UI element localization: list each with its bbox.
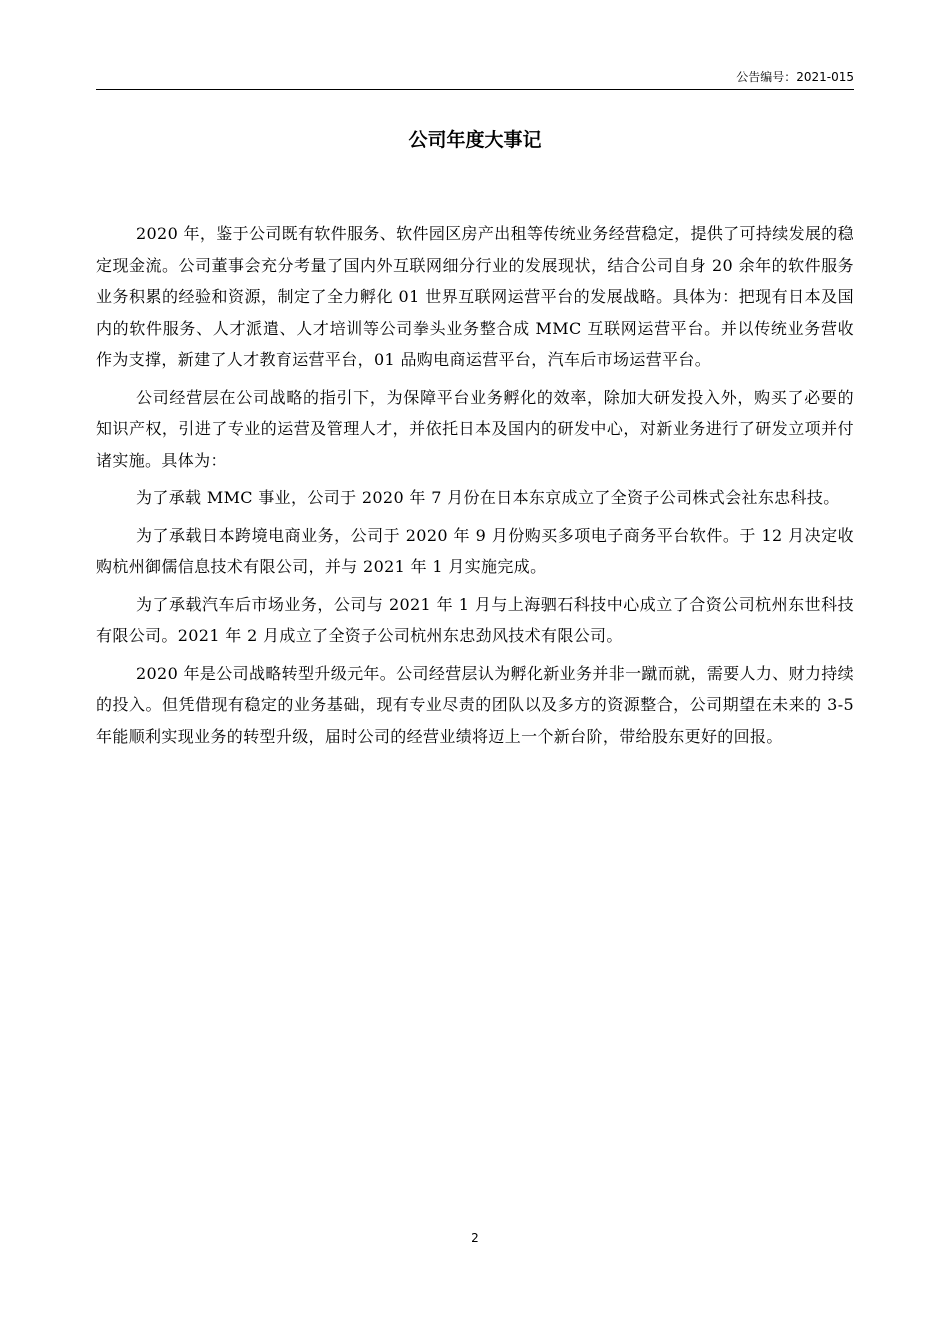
announcement-number: 公告编号：2021-015	[736, 70, 854, 84]
document-title: 公司年度大事记	[408, 129, 542, 151]
paragraph-ecommerce: 为了承载日本跨境电商业务，公司于 2020 年 9 月份购买多项电子商务平台软件。于 12 月决定收购杭州御儒信息技术有限公司，并与 2021 年 1 月实施完成。	[96, 525, 854, 576]
paragraph-strategy: 2020 年，鉴于公司既有软件服务、软件园区房产出租等传统业务经营稳定，提供了可持续发展的稳定现金流。公司董事会充分考量了国内外互联网细分行业的发展现状，结合公司自身 20 余年的软件服务业务积累的经验和资源，制定了全力孵化 01 世界互联网运营平台的发展战略。具体为：把现有日本及国内的软件服务、人才派遣、人才培训等公司拳头业务整合成 MMC 互联网运营平台。并以传统业务营收作为支撑，新建了人才教育运营平台，01 品购电商运营平台，汽车后市场运营平台。	[96, 224, 854, 369]
page-number: 2	[471, 1231, 479, 1245]
paragraph-mmc: 为了承载 MMC 事业，公司于 2020 年 7 月份在日本东京成立了全资子公司株式会社东忠科技。	[136, 488, 840, 507]
paragraph-automotive: 为了承载汽车后市场业务，公司与 2021 年 1 月与上海驷石科技中心成立了合资公司杭州东世科技有限公司。2021 年 2 月成立了全资子公司杭州东忠劲风技术有限公司。	[96, 594, 854, 645]
document-body	[96, 218, 854, 758]
paragraph-management: 公司经营层在公司战略的指引下，为保障平台业务孵化的效率，除加大研发投入外，购买了必要的知识产权，引进了专业的运营及管理人才，并依托日本及国内的研发中心，对新业务进行了研发立项并付诸实施。具体为：	[96, 387, 854, 470]
page-header	[96, 60, 854, 90]
paragraph-outlook: 2020 年是公司战略转型升级元年。公司经营层认为孵化新业务并非一蹴而就，需要人力、财力持续的投入。但凭借现有稳定的业务基础，现有专业尽责的团队以及多方的资源整合，公司期望在未来的 3-5 年能顺利实现业务的转型升级，届时公司的经营业绩将迈上一个新台阶，带给股东更好的回报。	[96, 663, 854, 746]
